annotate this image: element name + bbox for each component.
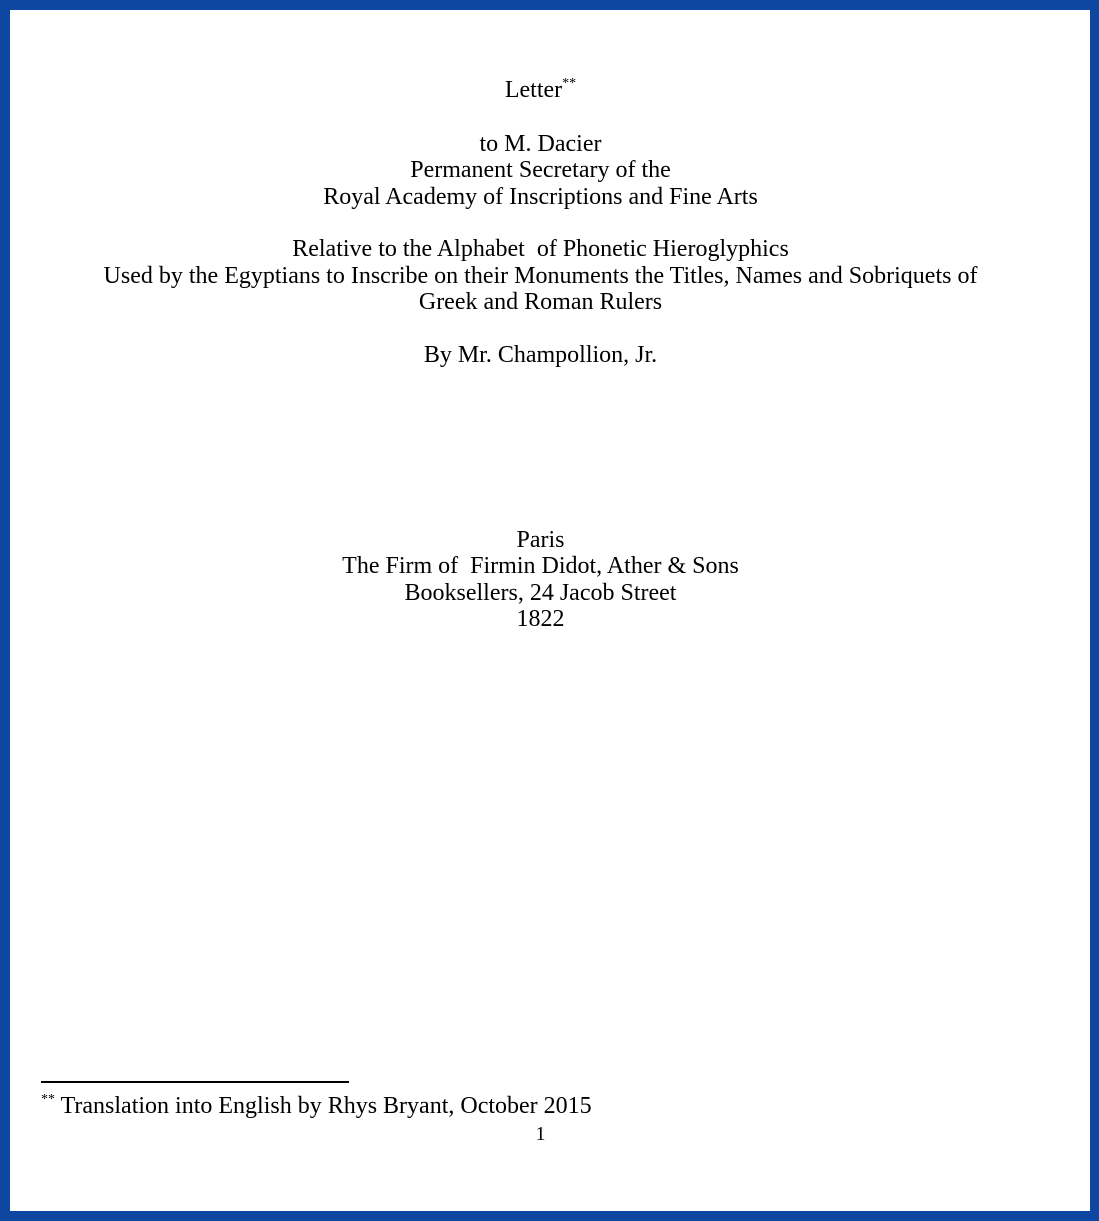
page-number: 1	[535, 1123, 546, 1145]
addressee-line-3: Royal Academy of Inscriptions and Fine Arts	[323, 184, 758, 210]
subject-line-2: Used by the Egyptians to Inscribe on their Monuments the Titles, Names and Sobriquets of	[103, 263, 978, 289]
imprint-publisher: The Firm of Firmin Didot, Ather & Sons	[342, 553, 739, 579]
footnote-separator	[41, 1081, 349, 1083]
addressee-line-2: Permanent Secretary of the	[410, 157, 671, 183]
title-text: Letter	[504, 77, 563, 103]
document-title	[10, 77, 1071, 103]
title-footnote-mark: **	[562, 76, 577, 91]
footnote-mark: **	[41, 1092, 55, 1107]
footnote-text: Translation into English by Rhys Bryant, October 2015	[55, 1093, 592, 1119]
author-line: By Mr. Champollion, Jr.	[423, 342, 658, 368]
subject-line-1: Relative to the Alphabet of Phonetic Hieroglyphics	[292, 236, 789, 262]
imprint-city: Paris	[516, 527, 565, 553]
document-page	[10, 10, 1090, 1211]
imprint-year: 1822	[516, 606, 565, 632]
subject-line-3: Greek and Roman Rulers	[418, 289, 663, 315]
imprint-address: Booksellers, 24 Jacob Street	[404, 580, 677, 606]
footnote	[41, 1093, 592, 1119]
addressee-line-1: to M. Dacier	[479, 131, 602, 157]
